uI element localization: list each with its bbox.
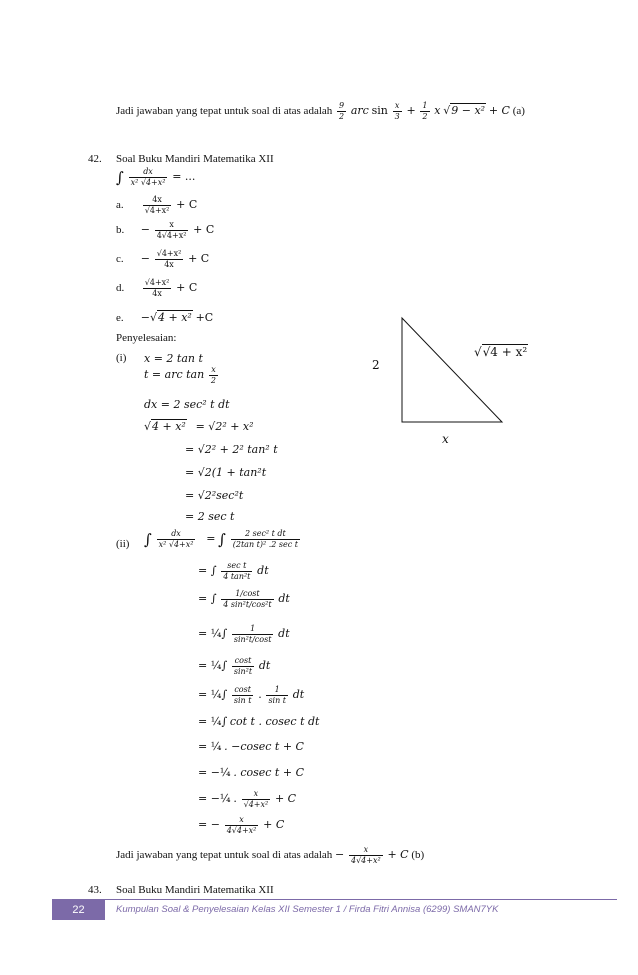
part-ii-step-3: = ¼∫ $\frac{1}{\text{sin²t/cost}}$ dt: [198, 624, 290, 644]
part-ii-step-1: = ∫ $\frac{\text{sec t}}{\text{4 tan²t}}$ dt: [198, 561, 269, 581]
part-ii-step-6: = ¼∫ cot t . cosec t dt: [198, 715, 320, 728]
part-i-step-1: = √2² + 2² tan² t: [185, 443, 278, 456]
triangle-base-label: x: [442, 432, 449, 446]
part-i-line-4: √4 + x² = √2² + x²: [144, 420, 254, 433]
q42-option-c: c. − $\frac{\text{√4+x²}}{4x}$ + C: [116, 249, 210, 269]
part-ii-step-9: = −¼ . $\frac{x}{\text{√4+x²}}$ + C: [198, 789, 297, 809]
top-answer-text: Jadi jawaban yang tepat untuk soal di atas adalah: [116, 105, 333, 118]
top-answer-sqrt: 9 − x²: [451, 104, 486, 118]
top-answer-choice: (a): [512, 105, 525, 118]
triangle-vertical-label: 2: [372, 358, 380, 372]
top-answer-fraction-2: $\frac{x}{3}$: [394, 101, 400, 121]
top-answer-fraction-3: $\frac{1}{2}$: [422, 101, 428, 121]
top-answer-line: Jadi jawaban yang tepat untuk soal di atas adalah $\frac{9}{2}$ arc sin $\frac{x}{3}$ + $\frac{1}{2}$ x √9 − x² + C (a): [116, 101, 525, 121]
q42-option-d: d. $\frac{\text{√4+x²}}{4x}$ + C: [116, 278, 198, 298]
part-ii-step-4: = ¼∫ $\frac{\cos t}{\text{sin²t}}$ dt: [198, 656, 271, 676]
part-ii-step-5: = ¼∫ $\frac{\cos t}{\text{sin t}}$ . $\frac{1}{\text{sin t}}$ dt: [198, 685, 305, 705]
right-triangle-diagram: [390, 310, 540, 430]
part-i-line-3: dx = 2 sec² t dt: [144, 398, 230, 411]
part-ii-first-line: ∫ $\frac{dx}{\text{x² √4+x²}}$ = ∫ $\frac{\text{2 sec² t dt}}{\text{(2tan t)² .2 sec t}}$: [144, 529, 298, 549]
top-answer-fraction-1: $\frac{9}{2}$: [339, 101, 345, 121]
part-ii-step-8: = −¼ . cosec t + C: [198, 766, 304, 779]
part-ii-step-2: = ∫ $\frac{1/\cos t}{\text{4 sin²t/cos²t}}$ dt: [198, 589, 290, 609]
q42-option-e: e. −√4 + x² +C: [116, 311, 214, 324]
triangle-hypotenuse-label: √√4 + x²: [474, 345, 528, 359]
page-number: 22: [52, 900, 105, 920]
q43-title: Soal Buku Mandiri Matematika XII: [116, 884, 274, 896]
q43-number: 43.: [88, 884, 102, 896]
top-answer-sin: sin: [371, 104, 388, 118]
part-ii-step-10: = − $\frac{x}{\text{4√4+x²}}$ + C: [198, 815, 285, 835]
part-ii-label: (ii): [116, 538, 130, 550]
q42-option-a: a. $\frac{4x}{\text{√4+x²}}$ + C: [116, 195, 198, 215]
q42-option-b: b. − $\frac{x}{\text{4√4+x²}}$ + C: [116, 220, 215, 240]
top-answer-arc: arc: [350, 104, 369, 118]
part-i-step-2: = √2(1 + tan²t: [185, 466, 267, 479]
part-i-line-1: x = 2 tan t: [144, 352, 203, 365]
part-i-line-2: t = arc tan $\frac{x}{2}$: [144, 365, 217, 385]
part-i-label: (i): [116, 352, 127, 364]
part-i-step-3: = √2²sec²t: [185, 489, 244, 502]
footer-rule: [52, 899, 617, 900]
q42-title: Soal Buku Mandiri Matematika XII: [116, 153, 274, 165]
penyelesaian-label: Penyelesaian:: [116, 332, 177, 344]
part-i-step-4: = 2 sec t: [185, 510, 235, 523]
q42-integral: ∫ $\frac{dx}{\text{x² √4+x²}}$ = ...: [116, 167, 196, 187]
q42-answer-line: Jadi jawaban yang tepat untuk soal di atas adalah − $\frac{x}{\text{4√4+x²}}$ + C (b): [116, 845, 425, 865]
q42-number: 42.: [88, 153, 102, 165]
footer-text: Kumpulan Soal & Penyelesaian Kelas XII Semester 1 / Firda Fitri Annisa (6299) SMAN7YK: [116, 904, 499, 915]
part-ii-step-7: = ¼ . −cosec t + C: [198, 740, 304, 753]
